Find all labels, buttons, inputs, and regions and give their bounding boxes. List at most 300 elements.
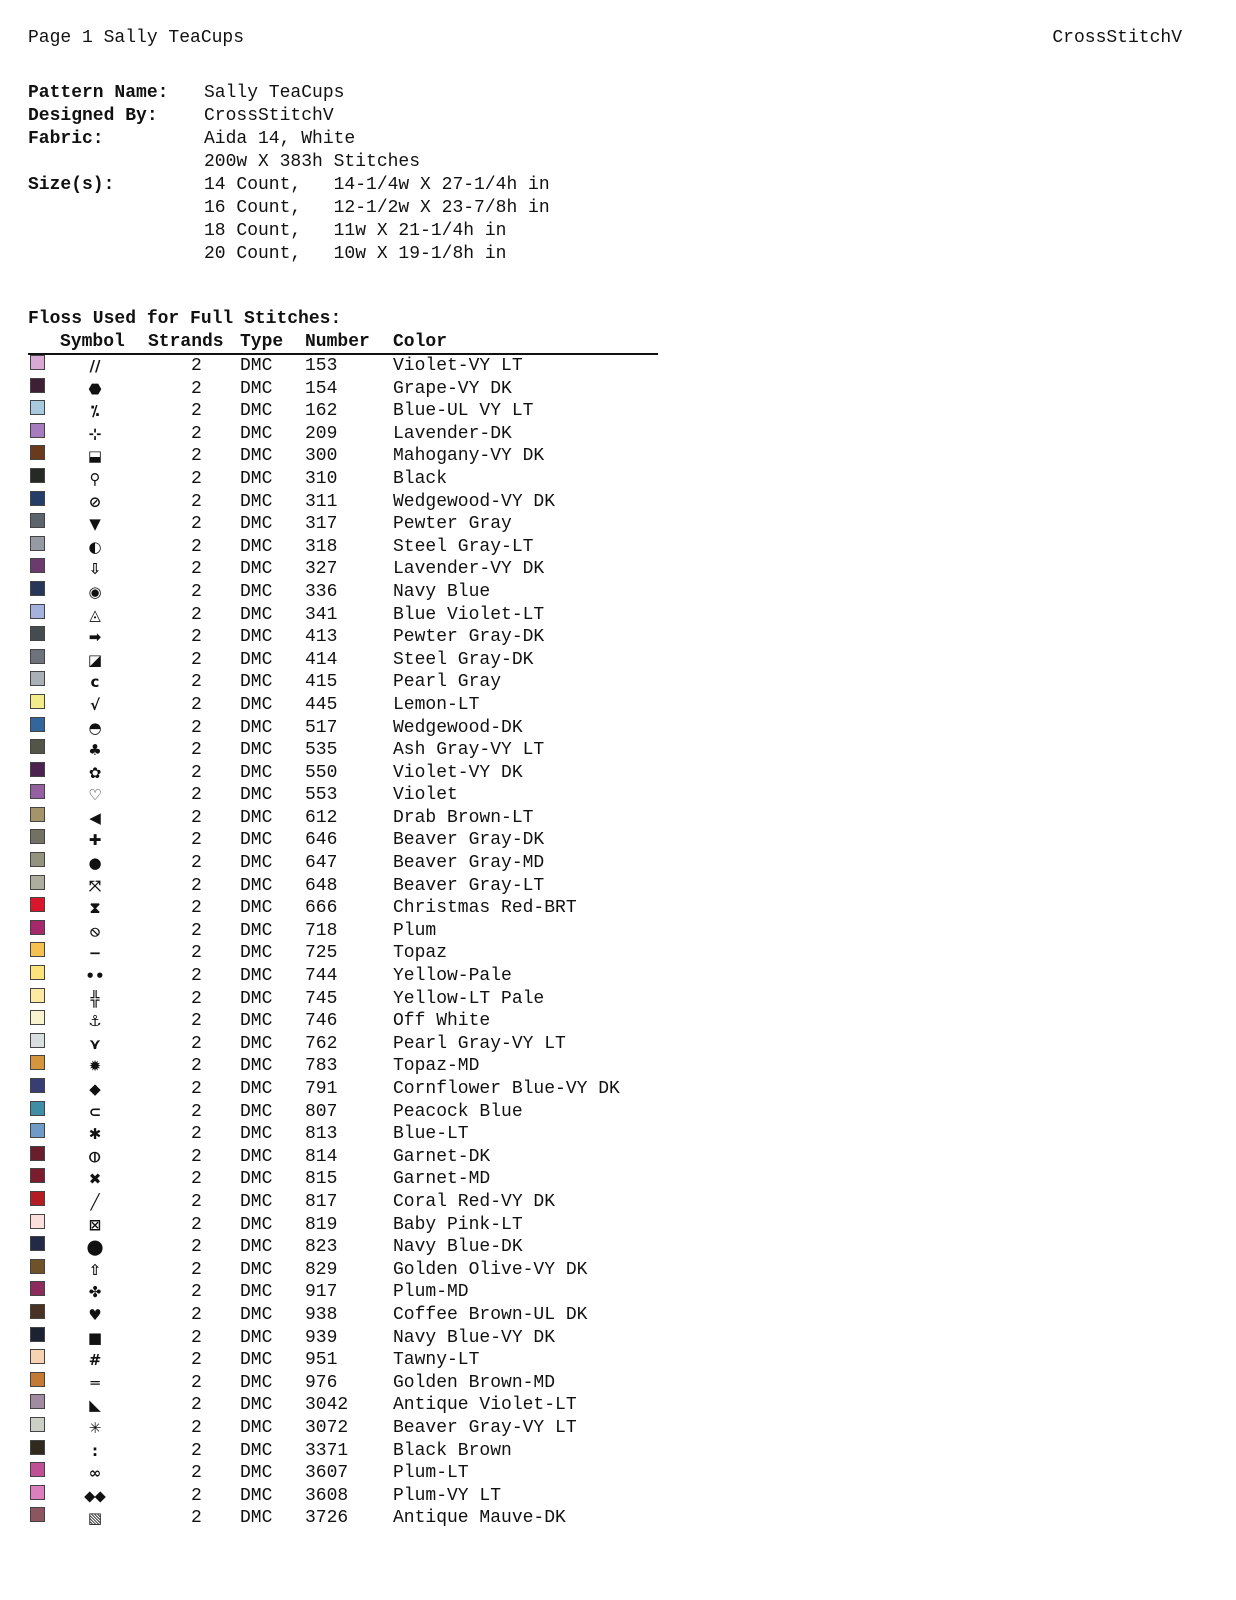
floss-type: DMC <box>240 807 273 828</box>
floss-number: 414 <box>305 649 338 670</box>
color-swatch <box>30 852 45 867</box>
color-swatch <box>30 694 45 709</box>
color-swatch <box>30 1259 45 1274</box>
floss-number: 209 <box>305 423 338 444</box>
floss-color-name: Blue-UL VY LT <box>393 401 534 422</box>
floss-color-name: Navy Blue-VY DK <box>393 1327 556 1348</box>
floss-symbol: ∞ <box>88 1464 102 1483</box>
floss-strands: 2 <box>191 514 202 535</box>
floss-number: 612 <box>305 807 338 828</box>
floss-number: 951 <box>305 1350 338 1371</box>
floss-number: 3042 <box>305 1395 349 1416</box>
floss-symbol: ◣ <box>89 1396 101 1415</box>
floss-row <box>28 762 658 785</box>
floss-strands: 2 <box>191 920 202 941</box>
floss-symbol: ╱ <box>90 1192 100 1211</box>
size-row <box>28 174 550 197</box>
floss-row <box>28 1010 658 1033</box>
floss-row <box>28 875 658 898</box>
floss-strands: 2 <box>191 785 202 806</box>
floss-row <box>28 1078 658 1101</box>
floss-row <box>28 491 658 514</box>
column-header-symbol: Symbol <box>60 332 125 352</box>
floss-row <box>28 1101 658 1124</box>
floss-strands: 2 <box>191 1237 202 1258</box>
floss-row <box>28 1214 658 1237</box>
floss-type: DMC <box>240 943 273 964</box>
color-swatch <box>30 1349 45 1364</box>
floss-type: DMC <box>240 536 273 557</box>
color-swatch <box>30 1146 45 1161</box>
color-swatch <box>30 513 45 528</box>
floss-strands: 2 <box>191 1259 202 1280</box>
floss-number: 744 <box>305 966 338 987</box>
floss-type: DMC <box>240 1372 273 1393</box>
floss-strands: 2 <box>191 943 202 964</box>
floss-color-name: Ash Gray-VY LT <box>393 740 545 761</box>
floss-type: DMC <box>240 762 273 783</box>
color-swatch <box>30 762 45 777</box>
floss-table-header <box>28 331 658 355</box>
floss-number: 745 <box>305 988 338 1009</box>
floss-symbol: c <box>90 673 100 692</box>
floss-number: 646 <box>305 830 338 851</box>
color-swatch <box>30 1101 45 1116</box>
color-swatch <box>30 1281 45 1296</box>
sizes-label: Size(s): <box>28 175 115 195</box>
fabric-label: Fabric: <box>28 129 104 149</box>
floss-type: DMC <box>240 649 273 670</box>
floss-number: 154 <box>305 378 338 399</box>
floss-strands: 2 <box>191 401 202 422</box>
pattern-info <box>28 82 550 266</box>
color-swatch <box>30 400 45 415</box>
color-swatch <box>30 1010 45 1025</box>
floss-symbol: ⬓ <box>87 447 103 466</box>
floss-symbol: ⬣ <box>88 379 102 398</box>
floss-type: DMC <box>240 717 273 738</box>
floss-number: 814 <box>305 1146 338 1167</box>
floss-color-name: Peacock Blue <box>393 1101 523 1122</box>
floss-symbol: ◉ <box>88 582 102 601</box>
floss-color-name: Black Brown <box>393 1440 512 1461</box>
floss-symbol: ▧ <box>87 1509 103 1528</box>
floss-type: DMC <box>240 581 273 602</box>
floss-number: 3608 <box>305 1485 349 1506</box>
floss-type: DMC <box>240 1101 273 1122</box>
floss-type: DMC <box>240 1214 273 1235</box>
floss-symbol: ⧗ <box>89 899 101 918</box>
floss-symbol: # <box>88 1351 102 1370</box>
floss-symbol: ◀ <box>89 808 101 827</box>
floss-number: 336 <box>305 581 338 602</box>
color-swatch <box>30 558 45 573</box>
floss-symbol: ✖ <box>88 1170 102 1189</box>
floss-color-name: Grape-VY DK <box>393 378 512 399</box>
floss-strands: 2 <box>191 378 202 399</box>
floss-color-name: Topaz-MD <box>393 1056 480 1077</box>
floss-type: DMC <box>240 1440 273 1461</box>
floss-color-name: Mahogany-VY DK <box>393 446 545 467</box>
floss-row <box>28 694 658 717</box>
floss-row <box>28 1394 658 1417</box>
floss-type: DMC <box>240 1350 273 1371</box>
floss-row <box>28 1033 658 1056</box>
floss-symbol: ⬥⬥ <box>84 1486 106 1505</box>
floss-symbol: ➡ <box>88 628 102 647</box>
floss-symbol: ♥ <box>88 1305 102 1324</box>
color-swatch <box>30 1191 45 1206</box>
floss-row <box>28 920 658 943</box>
floss-strands: 2 <box>191 1327 202 1348</box>
color-swatch <box>30 1327 45 1342</box>
color-swatch <box>30 717 45 732</box>
floss-symbol: − <box>88 944 102 963</box>
floss-color-name: Coffee Brown-UL DK <box>393 1304 588 1325</box>
floss-symbol: ■ <box>87 1328 103 1347</box>
designed-by-row <box>28 105 550 128</box>
floss-type: DMC <box>240 378 273 399</box>
floss-strands: 2 <box>191 1372 202 1393</box>
floss-color-name: Navy Blue <box>393 581 491 602</box>
floss-strands: 2 <box>191 559 202 580</box>
floss-color-name: Tawny-LT <box>393 1350 480 1371</box>
floss-type: DMC <box>240 1237 273 1258</box>
floss-type: DMC <box>240 1463 273 1484</box>
floss-symbol: ◓ <box>88 718 102 737</box>
floss-color-name: Blue-LT <box>393 1124 469 1145</box>
floss-number: 648 <box>305 875 338 896</box>
floss-strands: 2 <box>191 1124 202 1145</box>
floss-strands: 2 <box>191 1191 202 1212</box>
floss-symbol: ◆ <box>89 1080 101 1098</box>
floss-row <box>28 1281 658 1304</box>
floss-symbol: ✤ <box>88 1283 102 1302</box>
floss-strands: 2 <box>191 762 202 783</box>
floss-number: 783 <box>305 1056 338 1077</box>
floss-type: DMC <box>240 401 273 422</box>
floss-color-name: Yellow-LT Pale <box>393 988 545 1009</box>
floss-number: 938 <box>305 1304 338 1325</box>
floss-color-name: Plum <box>393 920 437 941</box>
floss-color-name: Blue Violet-LT <box>393 604 545 625</box>
floss-row <box>28 1507 658 1530</box>
floss-number: 746 <box>305 1011 338 1032</box>
floss-number: 807 <box>305 1101 338 1122</box>
color-swatch <box>30 626 45 641</box>
floss-color-name: Off White <box>393 1011 491 1032</box>
floss-strands: 2 <box>191 1417 202 1438</box>
floss-type: DMC <box>240 830 273 851</box>
floss-symbol: ♡ <box>88 786 102 805</box>
floss-row <box>28 988 658 1011</box>
designed-by-value: CrossStitchV <box>204 106 334 126</box>
floss-type: DMC <box>240 468 273 489</box>
floss-row <box>28 1485 658 1508</box>
floss-number: 666 <box>305 898 338 919</box>
color-swatch <box>30 1055 45 1070</box>
floss-color-name: Christmas Red-BRT <box>393 898 577 919</box>
floss-strands: 2 <box>191 1011 202 1032</box>
floss-strands: 2 <box>191 581 202 602</box>
floss-symbol: ⦶ <box>89 1147 101 1166</box>
floss-row <box>28 1462 658 1485</box>
floss-strands: 2 <box>191 1350 202 1371</box>
color-swatch <box>30 1507 45 1522</box>
floss-type: DMC <box>240 1079 273 1099</box>
column-header-strands: Strands <box>148 332 224 352</box>
floss-row <box>28 378 658 401</box>
floss-strands: 2 <box>191 1214 202 1235</box>
floss-number: 445 <box>305 694 338 715</box>
floss-row <box>28 1349 658 1372</box>
floss-color-name: Pearl Gray-VY LT <box>393 1033 566 1054</box>
floss-section-title: Floss Used for Full Stitches: <box>28 309 342 329</box>
floss-color-name: Pewter Gray <box>393 514 512 535</box>
floss-symbol: ⚓ <box>88 1012 102 1031</box>
floss-number: 318 <box>305 536 338 557</box>
floss-strands: 2 <box>191 740 202 761</box>
floss-strands: 2 <box>191 988 202 1009</box>
floss-color-name: Lavender-DK <box>393 423 512 444</box>
floss-symbol: ⋎ <box>88 1034 102 1053</box>
floss-number: 553 <box>305 785 338 806</box>
floss-number: 939 <box>305 1327 338 1348</box>
floss-number: 829 <box>305 1259 338 1280</box>
fabric-row <box>28 128 550 151</box>
fabric-value: Aida 14, White <box>204 129 356 149</box>
floss-row <box>28 581 658 604</box>
floss-row <box>28 1146 658 1169</box>
floss-color-name: Antique Violet-LT <box>393 1395 577 1416</box>
floss-symbol: ⁒ <box>90 402 100 421</box>
floss-number: 791 <box>305 1079 338 1099</box>
floss-strands: 2 <box>191 898 202 919</box>
color-swatch <box>30 581 45 596</box>
color-swatch <box>30 423 45 438</box>
size-value: 20 Count, 10w X 19-1/8h in <box>204 244 507 264</box>
floss-number: 310 <box>305 468 338 489</box>
color-swatch <box>30 355 45 370</box>
floss-number: 311 <box>305 491 338 512</box>
floss-row <box>28 649 658 672</box>
floss-symbol: ⬤ <box>86 1238 104 1257</box>
floss-color-name: Coral Red-VY DK <box>393 1191 556 1212</box>
floss-row <box>28 965 658 988</box>
floss-strands: 2 <box>191 875 202 896</box>
floss-number: 917 <box>305 1282 338 1303</box>
floss-number: 762 <box>305 1033 338 1054</box>
floss-symbol: ⊠ <box>88 1215 102 1234</box>
floss-color-name: Cornflower Blue-VY DK <box>393 1079 620 1099</box>
floss-color-name: Wedgewood-VY DK <box>393 491 556 512</box>
floss-row <box>28 445 658 468</box>
floss-type: DMC <box>240 1395 273 1416</box>
color-swatch <box>30 604 45 619</box>
floss-type: DMC <box>240 1033 273 1054</box>
floss-symbol: ♣ <box>88 741 102 760</box>
floss-type: DMC <box>240 1124 273 1145</box>
floss-color-name: Navy Blue-DK <box>393 1237 523 1258</box>
floss-symbol: ⤧ <box>88 876 101 895</box>
floss-symbol: : <box>92 1441 98 1460</box>
color-swatch <box>30 897 45 912</box>
floss-row <box>28 1417 658 1440</box>
floss-color-name: Pearl Gray <box>393 672 502 693</box>
floss-row <box>28 513 658 536</box>
floss-number: 153 <box>305 356 338 376</box>
floss-number: 317 <box>305 514 338 535</box>
floss-row <box>28 1440 658 1463</box>
floss-row <box>28 1372 658 1395</box>
floss-row <box>28 739 658 762</box>
floss-strands: 2 <box>191 423 202 444</box>
floss-number: 718 <box>305 920 338 941</box>
floss-strands: 2 <box>191 649 202 670</box>
floss-type: DMC <box>240 1011 273 1032</box>
color-swatch <box>30 445 45 460</box>
color-swatch <box>30 1485 45 1500</box>
floss-row <box>28 1055 658 1078</box>
color-swatch <box>30 1462 45 1477</box>
floss-number: 415 <box>305 672 338 693</box>
floss-number: 300 <box>305 446 338 467</box>
floss-strands: 2 <box>191 717 202 738</box>
floss-type: DMC <box>240 875 273 896</box>
floss-symbol: ▼ <box>89 515 101 534</box>
floss-color-name: Antique Mauve-DK <box>393 1508 566 1529</box>
floss-number: 823 <box>305 1237 338 1258</box>
color-swatch <box>30 1033 45 1048</box>
floss-type: DMC <box>240 446 273 467</box>
floss-symbol: ✳ <box>88 1418 102 1437</box>
floss-color-name: Drab Brown-LT <box>393 807 534 828</box>
floss-row <box>28 558 658 581</box>
color-swatch <box>30 378 45 393</box>
floss-type: DMC <box>240 966 273 987</box>
floss-strands: 2 <box>191 536 202 557</box>
color-swatch <box>30 1440 45 1455</box>
color-swatch <box>30 1214 45 1229</box>
floss-number: 815 <box>305 1169 338 1190</box>
floss-type: DMC <box>240 491 273 512</box>
floss-color-name: Steel Gray-LT <box>393 536 534 557</box>
pattern-name-value: Sally TeaCups <box>204 83 345 103</box>
floss-row <box>28 400 658 423</box>
color-swatch <box>30 988 45 1003</box>
size-row <box>28 243 550 266</box>
floss-row <box>28 604 658 627</box>
floss-color-name: Garnet-MD <box>393 1169 491 1190</box>
size-row <box>28 197 550 220</box>
floss-color-name: Plum-LT <box>393 1463 469 1484</box>
floss-symbol: ● <box>88 854 102 873</box>
floss-color-name: Beaver Gray-DK <box>393 830 545 851</box>
floss-type: DMC <box>240 604 273 625</box>
floss-number: 550 <box>305 762 338 783</box>
floss-row <box>28 536 658 559</box>
floss-strands: 2 <box>191 1282 202 1303</box>
floss-number: 535 <box>305 740 338 761</box>
floss-row <box>28 829 658 852</box>
floss-type: DMC <box>240 1282 273 1303</box>
floss-color-name: Pewter Gray-DK <box>393 627 545 648</box>
floss-symbol: ⚲ <box>89 469 101 488</box>
floss-number: 327 <box>305 559 338 580</box>
floss-color-name: Garnet-DK <box>393 1146 491 1167</box>
floss-strands: 2 <box>191 694 202 715</box>
floss-number: 3607 <box>305 1463 349 1484</box>
floss-color-name: Lavender-VY DK <box>393 559 545 580</box>
color-swatch <box>30 1123 45 1138</box>
floss-type: DMC <box>240 514 273 535</box>
floss-number: 413 <box>305 627 338 648</box>
floss-type: DMC <box>240 898 273 919</box>
page-header-right: CrossStitchV <box>1052 28 1182 48</box>
floss-symbol: ═ <box>90 1373 100 1392</box>
floss-type: DMC <box>240 694 273 715</box>
floss-symbol: ✱ <box>88 1125 102 1144</box>
color-swatch <box>30 1304 45 1319</box>
column-header-number: Number <box>305 332 370 352</box>
floss-type: DMC <box>240 1485 273 1506</box>
floss-number: 3726 <box>305 1508 349 1529</box>
floss-color-name: Beaver Gray-LT <box>393 875 545 896</box>
floss-strands: 2 <box>191 1146 202 1167</box>
floss-strands: 2 <box>191 356 202 376</box>
floss-strands: 2 <box>191 604 202 625</box>
color-swatch <box>30 1372 45 1387</box>
floss-symbol: ◪ <box>87 650 103 669</box>
floss-number: 647 <box>305 853 338 874</box>
color-swatch <box>30 491 45 506</box>
color-swatch <box>30 875 45 890</box>
stitches-value: 200w X 383h Stitches <box>204 152 421 172</box>
floss-row <box>28 1236 658 1259</box>
floss-row <box>28 355 658 378</box>
color-swatch <box>30 739 45 754</box>
floss-type: DMC <box>240 1304 273 1325</box>
floss-strands: 2 <box>191 491 202 512</box>
floss-type: DMC <box>240 1056 273 1077</box>
floss-symbol: ⊘ <box>88 492 102 511</box>
floss-row <box>28 717 658 740</box>
floss-number: 819 <box>305 1214 338 1235</box>
floss-color-name: Violet-VY LT <box>393 356 523 376</box>
floss-symbol: ◬ <box>89 605 101 624</box>
floss-color-name: Beaver Gray-VY LT <box>393 1417 577 1438</box>
floss-strands: 2 <box>191 672 202 693</box>
floss-number: 3371 <box>305 1440 349 1461</box>
floss-type: DMC <box>240 1417 273 1438</box>
floss-symbol: ⦸ <box>90 921 100 940</box>
floss-row <box>28 1168 658 1191</box>
floss-row <box>28 942 658 965</box>
color-swatch <box>30 671 45 686</box>
floss-type: DMC <box>240 785 273 806</box>
floss-row <box>28 1304 658 1327</box>
floss-type: DMC <box>240 1327 273 1348</box>
floss-type: DMC <box>240 559 273 580</box>
pattern-name-row <box>28 82 550 105</box>
floss-symbol: •• <box>85 967 105 986</box>
floss-type: DMC <box>240 1259 273 1280</box>
color-swatch <box>30 468 45 483</box>
floss-strands: 2 <box>191 1169 202 1190</box>
floss-color-name: Topaz <box>393 943 448 964</box>
floss-color-name: Golden Brown-MD <box>393 1372 556 1393</box>
floss-symbol: ⇧ <box>88 1260 102 1279</box>
